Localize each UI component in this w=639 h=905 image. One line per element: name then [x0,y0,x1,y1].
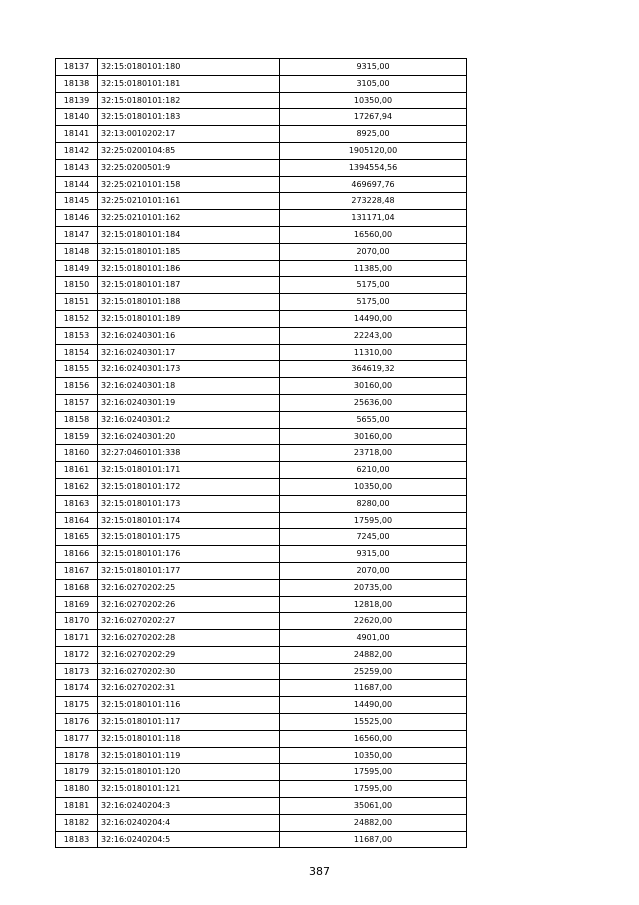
cadastral-number-cell: 32:15:0180101:116 [98,697,280,714]
cadastral-value-cell: 131171,04 [280,210,467,227]
table-row [56,176,467,193]
cadastral-number-cell: 32:16:0240204:4 [98,814,280,831]
row-number-cell: 18173 [56,663,98,680]
row-number-cell: 18174 [56,680,98,697]
cadastral-value-cell: 5175,00 [280,277,467,294]
cadastral-value-cell: 469697,76 [280,176,467,193]
table-row [56,730,467,747]
table-row [56,344,467,361]
cadastral-value-cell: 4901,00 [280,630,467,647]
cadastral-value-cell: 10350,00 [280,747,467,764]
cadastral-value-cell: 25259,00 [280,663,467,680]
row-number-cell: 18149 [56,260,98,277]
cadastral-number-cell: 32:15:0180101:174 [98,512,280,529]
row-number-cell: 18146 [56,210,98,227]
cadastral-value-cell: 10350,00 [280,92,467,109]
row-number-cell: 18145 [56,193,98,210]
cadastral-number-cell: 32:16:0240204:5 [98,831,280,848]
table-row [56,411,467,428]
row-number-cell: 18137 [56,59,98,76]
cadastral-value-cell: 11385,00 [280,260,467,277]
cadastral-number-cell: 32:15:0180101:172 [98,478,280,495]
cadastral-value-cell: 14490,00 [280,697,467,714]
row-number-cell: 18155 [56,361,98,378]
cadastral-number-cell: 32:16:0240301:17 [98,344,280,361]
page-number: 387 [309,865,330,878]
cadastral-value-cell: 273228,48 [280,193,467,210]
row-number-cell: 18153 [56,327,98,344]
cadastral-value-cell: 9315,00 [280,546,467,563]
cadastral-number-cell: 32:15:0180101:175 [98,529,280,546]
cadastral-number-cell: 32:16:0270202:28 [98,630,280,647]
row-number-cell: 18140 [56,109,98,126]
row-number-cell: 18175 [56,697,98,714]
table-row [56,579,467,596]
cadastral-number-cell: 32:16:0270202:31 [98,680,280,697]
cadastral-value-cell: 5175,00 [280,294,467,311]
row-number-cell: 18178 [56,747,98,764]
table-row [56,226,467,243]
table-row [56,210,467,227]
cadastral-value-cell: 10350,00 [280,478,467,495]
cadastral-value-table [55,58,467,848]
table-row [56,428,467,445]
table-row [56,159,467,176]
row-number-cell: 18166 [56,546,98,563]
cadastral-value-cell: 30160,00 [280,428,467,445]
cadastral-value-cell: 23718,00 [280,445,467,462]
table-body [56,59,467,848]
cadastral-number-cell: 32:15:0180101:117 [98,714,280,731]
table-row [56,613,467,630]
cadastral-number-cell: 32:25:0210101:158 [98,176,280,193]
table-row [56,92,467,109]
cadastral-number-cell: 32:15:0180101:171 [98,462,280,479]
row-number-cell: 18172 [56,646,98,663]
row-number-cell: 18144 [56,176,98,193]
row-number-cell: 18141 [56,126,98,143]
cadastral-number-cell: 32:15:0180101:120 [98,764,280,781]
table-row [56,142,467,159]
cadastral-number-cell: 32:15:0180101:121 [98,781,280,798]
row-number-cell: 18164 [56,512,98,529]
table-row [56,646,467,663]
row-number-cell: 18180 [56,781,98,798]
table-row [56,814,467,831]
cadastral-value-cell: 6210,00 [280,462,467,479]
table-row [56,294,467,311]
cadastral-value-cell: 16560,00 [280,226,467,243]
row-number-cell: 18152 [56,310,98,327]
row-number-cell: 18161 [56,462,98,479]
cadastral-value-cell: 17595,00 [280,781,467,798]
cadastral-number-cell: 32:16:0270202:25 [98,579,280,596]
cadastral-number-cell: 32:16:0270202:29 [98,646,280,663]
table-row [56,630,467,647]
cadastral-value-cell: 17267,94 [280,109,467,126]
cadastral-value-cell: 5655,00 [280,411,467,428]
table-row [56,462,467,479]
table-row [56,277,467,294]
cadastral-value-cell: 17595,00 [280,512,467,529]
row-number-cell: 18147 [56,226,98,243]
table-row [56,512,467,529]
row-number-cell: 18160 [56,445,98,462]
row-number-cell: 18169 [56,596,98,613]
table-row [56,327,467,344]
cadastral-number-cell: 32:16:0240301:2 [98,411,280,428]
cadastral-number-cell: 32:16:0240301:16 [98,327,280,344]
cadastral-value-cell: 12818,00 [280,596,467,613]
table-row [56,478,467,495]
row-number-cell: 18171 [56,630,98,647]
cadastral-number-cell: 32:15:0180101:184 [98,226,280,243]
table-row [56,747,467,764]
table-row [56,445,467,462]
row-number-cell: 18163 [56,495,98,512]
row-number-cell: 18181 [56,798,98,815]
row-number-cell: 18170 [56,613,98,630]
cadastral-value-cell: 15525,00 [280,714,467,731]
row-number-cell: 18159 [56,428,98,445]
cadastral-number-cell: 32:25:0200104:85 [98,142,280,159]
table-row [56,75,467,92]
table-row [56,495,467,512]
table-row [56,596,467,613]
cadastral-number-cell: 32:16:0270202:26 [98,596,280,613]
row-number-cell: 18148 [56,243,98,260]
cadastral-number-cell: 32:16:0240204:3 [98,798,280,815]
cadastral-value-cell: 9315,00 [280,59,467,76]
table-row [56,562,467,579]
row-number-cell: 18176 [56,714,98,731]
cadastral-number-cell: 32:16:0270202:27 [98,613,280,630]
cadastral-value-cell: 11310,00 [280,344,467,361]
cadastral-number-cell: 32:25:0200501:9 [98,159,280,176]
cadastral-number-cell: 32:13:0010202:17 [98,126,280,143]
row-number-cell: 18167 [56,562,98,579]
table-row [56,714,467,731]
cadastral-number-cell: 32:15:0180101:188 [98,294,280,311]
cadastral-value-cell: 2070,00 [280,562,467,579]
table-row [56,394,467,411]
cadastral-number-cell: 32:15:0180101:182 [98,92,280,109]
row-number-cell: 18157 [56,394,98,411]
cadastral-number-cell: 32:15:0180101:187 [98,277,280,294]
table-row [56,764,467,781]
cadastral-number-cell: 32:15:0180101:119 [98,747,280,764]
cadastral-value-cell: 22243,00 [280,327,467,344]
cadastral-number-cell: 32:27:0460101:338 [98,445,280,462]
row-number-cell: 18150 [56,277,98,294]
table-row [56,126,467,143]
cadastral-value-cell: 364619,32 [280,361,467,378]
cadastral-number-cell: 32:16:0240301:18 [98,378,280,395]
cadastral-number-cell: 32:15:0180101:185 [98,243,280,260]
table-row [56,59,467,76]
cadastral-value-cell: 2070,00 [280,243,467,260]
cadastral-value-cell: 24882,00 [280,646,467,663]
cadastral-value-cell: 14490,00 [280,310,467,327]
cadastral-number-cell: 32:15:0180101:118 [98,730,280,747]
cadastral-value-cell: 25636,00 [280,394,467,411]
table-row [56,831,467,848]
cadastral-value-cell: 8925,00 [280,126,467,143]
cadastral-number-cell: 32:15:0180101:180 [98,59,280,76]
table-row [56,781,467,798]
row-number-cell: 18139 [56,92,98,109]
table-row [56,798,467,815]
table-row [56,378,467,395]
row-number-cell: 18154 [56,344,98,361]
cadastral-number-cell: 32:16:0240301:20 [98,428,280,445]
table-row [56,310,467,327]
cadastral-value-cell: 30160,00 [280,378,467,395]
row-number-cell: 18162 [56,478,98,495]
row-number-cell: 18142 [56,142,98,159]
row-number-cell: 18158 [56,411,98,428]
table-row [56,193,467,210]
cadastral-value-cell: 11687,00 [280,680,467,697]
cadastral-value-cell: 1394554,56 [280,159,467,176]
row-number-cell: 18138 [56,75,98,92]
cadastral-number-cell: 32:15:0180101:176 [98,546,280,563]
cadastral-value-cell: 22620,00 [280,613,467,630]
cadastral-value-cell: 35061,00 [280,798,467,815]
cadastral-number-cell: 32:15:0180101:173 [98,495,280,512]
cadastral-value-cell: 7245,00 [280,529,467,546]
cadastral-number-cell: 32:15:0180101:186 [98,260,280,277]
row-number-cell: 18183 [56,831,98,848]
cadastral-value-cell: 8280,00 [280,495,467,512]
table-row [56,663,467,680]
cadastral-number-cell: 32:25:0210101:161 [98,193,280,210]
cadastral-value-cell: 11687,00 [280,831,467,848]
cadastral-number-cell: 32:16:0240301:19 [98,394,280,411]
row-number-cell: 18143 [56,159,98,176]
row-number-cell: 18168 [56,579,98,596]
cadastral-number-cell: 32:15:0180101:177 [98,562,280,579]
table-row [56,260,467,277]
table-row [56,529,467,546]
cadastral-number-cell: 32:15:0180101:181 [98,75,280,92]
table-row [56,697,467,714]
cadastral-value-cell: 20735,00 [280,579,467,596]
table-row [56,680,467,697]
table-row [56,546,467,563]
table-row [56,361,467,378]
row-number-cell: 18177 [56,730,98,747]
row-number-cell: 18182 [56,814,98,831]
cadastral-value-cell: 3105,00 [280,75,467,92]
row-number-cell: 18156 [56,378,98,395]
cadastral-number-cell: 32:15:0180101:189 [98,310,280,327]
cadastral-value-cell: 17595,00 [280,764,467,781]
cadastral-number-cell: 32:15:0180101:183 [98,109,280,126]
cadastral-value-cell: 1905120,00 [280,142,467,159]
table-row [56,109,467,126]
row-number-cell: 18165 [56,529,98,546]
cadastral-number-cell: 32:25:0210101:162 [98,210,280,227]
row-number-cell: 18151 [56,294,98,311]
table-row [56,243,467,260]
cadastral-value-cell: 16560,00 [280,730,467,747]
cadastral-number-cell: 32:16:0240301:173 [98,361,280,378]
cadastral-number-cell: 32:16:0270202:30 [98,663,280,680]
cadastral-value-cell: 24882,00 [280,814,467,831]
row-number-cell: 18179 [56,764,98,781]
